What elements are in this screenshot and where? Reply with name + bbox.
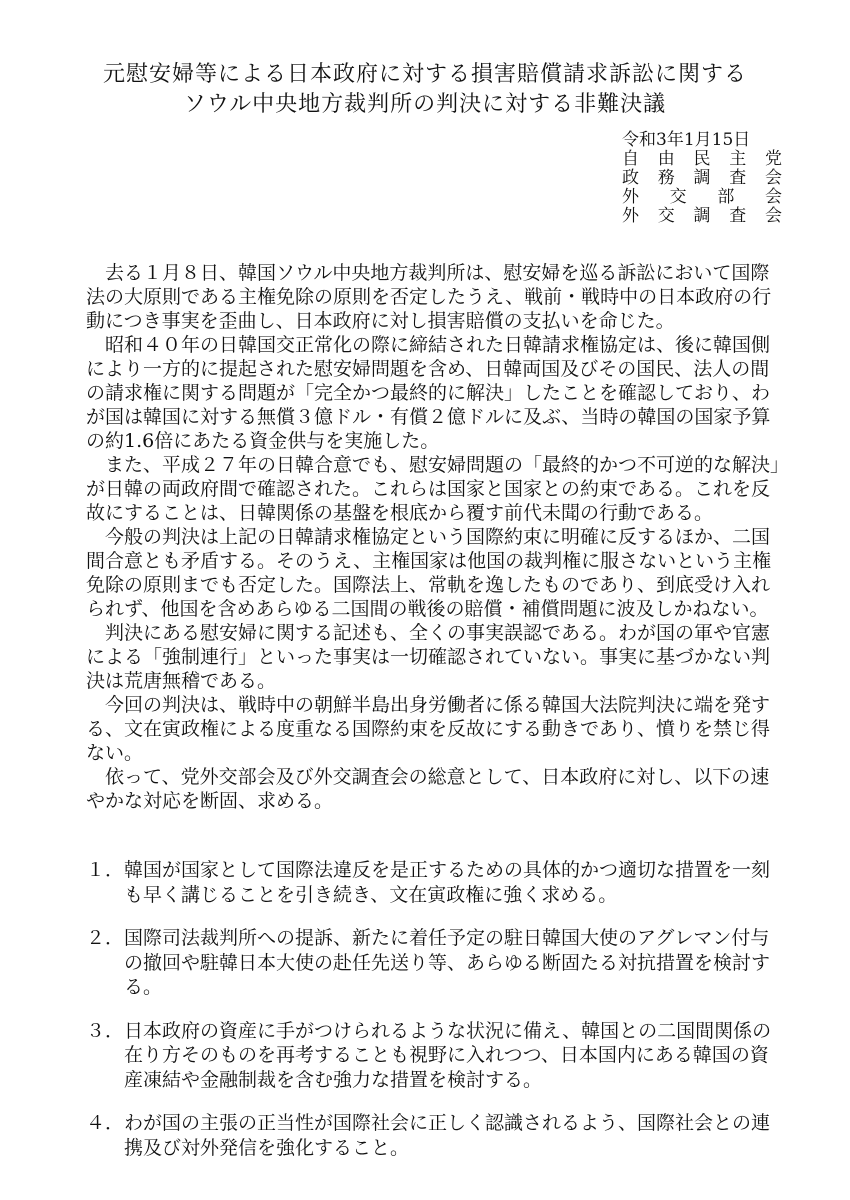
signature-org-foreign-affairs-research-commission: 外 交 調 査 会 [622,206,782,226]
paragraph: 去る１月８日、韓国ソウル中央地方裁判所は、慰安婦を巡る訴訟において国際法の大原則である主権免除の原則を否定したうえ、戦前・戦時中の日本政府の行動につき事実を歪曲し、日本政府に対し損害賠償の支払いを命じた。 [86,262,772,332]
item-text: わが国の主張の正当性が国際社会に正しく認識されるよう、国際社会との連携及び対外発信を強化すること。 [124,1112,771,1159]
item-number: １． [86,859,125,881]
signature-org-foreign-affairs-division: 外 交 部 会 [622,187,782,207]
resolution-title [0,60,850,120]
paragraph: 今般の判決は上記の日韓請求権協定という国際約束に明確に反するほか、二国間合意とも矛盾する。そのうえ、主権国家は他国の裁判権に服さないという主権免除の原則までも否定した。国際法上、常軌を逸したものであり、到底受け入れられず、他国を含めあらゆる二国間の戦後の賠償・補償問題に波及しかねない。 [86,526,772,620]
paragraph: また、平成２７年の日韓合意でも、慰安婦問題の「最終的かつ不可逆的な解決」が日韓の両政府間で確認された。これらは国家と国家との約束である。これを反故にすることは、日韓関係の基盤を根底から覆す前代未聞の行動である。 [86,454,780,524]
demand-item-3 [86,1019,786,1093]
signature-org-policy-council: 政 務 調 査 会 [622,168,782,188]
signature-org-ldp: 自 由 民 主 党 [622,149,782,169]
signature-date: 令和3年1月15日 [622,130,751,150]
item-number: ４． [86,1112,125,1134]
paragraph: 昭和４０年の日韓国交正常化の際に締結された日韓請求権協定は、後に韓国側により一方的に提起された慰安婦問題を含め、日韓両国及びその国民、法人の間の請求権に関する問題が「完全かつ最終的に解決」したことを確認しており、わが国は韓国に対する無償３億ドル・有償２億ドルに及ぶ、当時の韓国の国家予算の約1.6倍にあたる資金供与を実施した。 [86,334,771,452]
item-text: 韓国が国家として国際法違反を是正するための具体的かつ適切な措置を一刻も早く講じることを引き続き、文在寅政権に強く求める。 [124,859,771,906]
demand-item-2 [86,926,786,1000]
item-text: 日本政府の資産に手がつけられるような状況に備え、韓国との二国間関係の在り方そのものを再考することも視野に入れつつ、日本国内にある韓国の資産凍結や金融制裁を含む強力な措置を検討する。 [124,1019,772,1091]
paragraph: 依って、党外交部会及び外交調査会の総意として、日本政府に対し、以下の速やかな対応を断固、求める。 [86,766,770,812]
title-line-1: 元慰安婦等による日本政府に対する損害賠償請求訴訟に関する [102,62,747,87]
resolution-body [86,261,786,813]
demand-list [86,858,786,1179]
title-line-2: ソウル中央地方裁判所の判決に対する非難決議 [183,92,667,117]
demand-item-1 [86,858,786,907]
paragraph: 今回の判決は、戦時中の朝鮮半島出身労働者に係る韓国大法院判決に端を発する、文在寅政権による度重なる国際約束を反故にする動きであり、憤りを禁じ得ない。 [86,694,771,764]
item-number: ２． [86,927,125,949]
item-text: 国際司法裁判所への提訴、新たに着任予定の駐日韓国大使のアグレマン付与の撤回や駐韓日本大使の赴任先送り等、あらゆる断固たる対抗措置を検討する。 [124,927,771,998]
demand-item-4 [86,1111,786,1160]
paragraph: 判決にある慰安婦に関する記述も、全くの事実誤認である。わが国の軍や官憲による「強制連行」といった事実は一切確認されていない。事実に基づかない判決は荒唐無稽である。 [86,622,771,692]
item-number: ３． [86,1019,125,1042]
signature-block [622,131,782,226]
